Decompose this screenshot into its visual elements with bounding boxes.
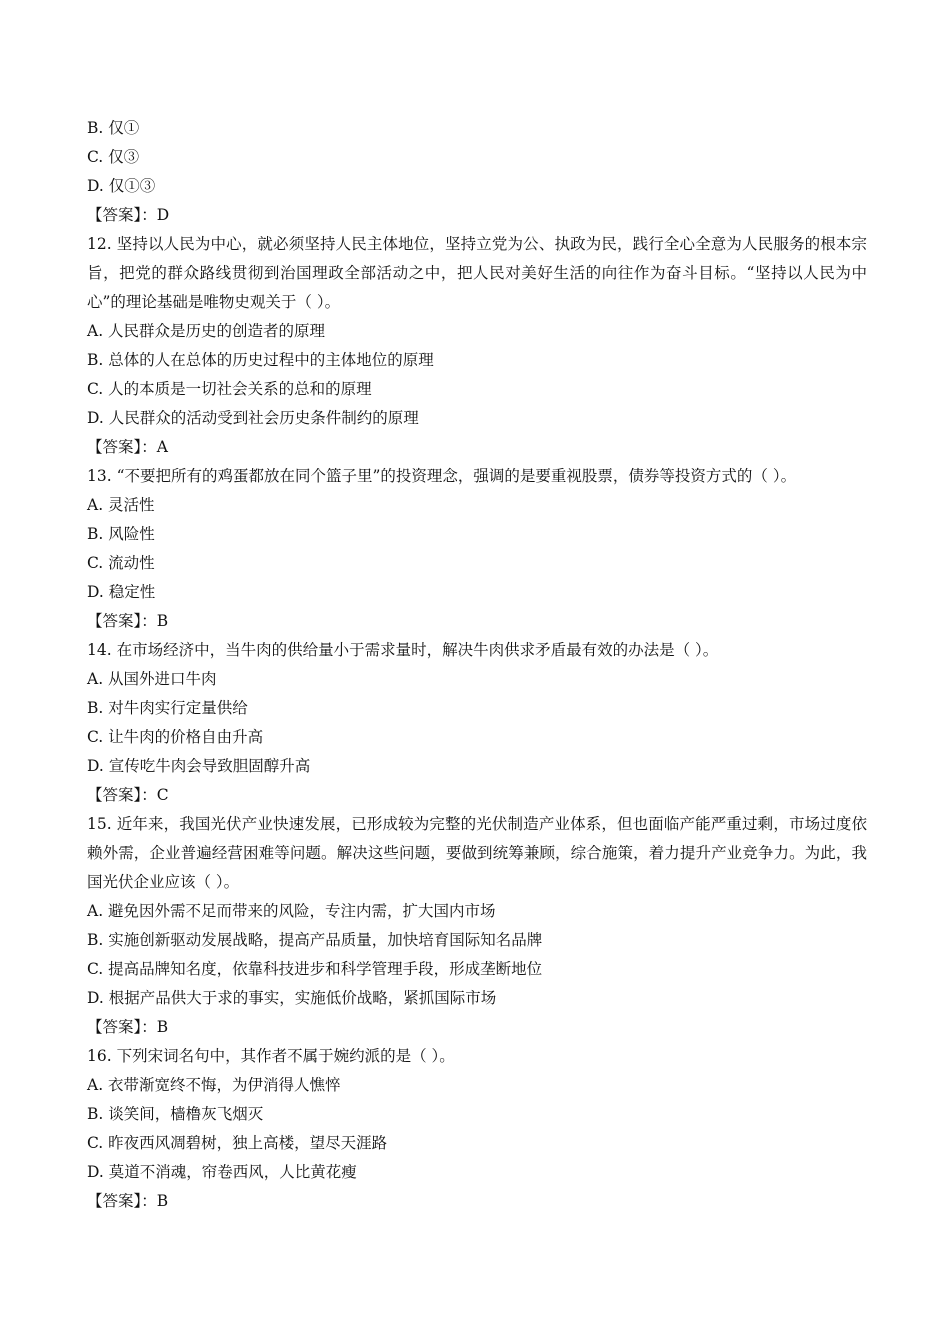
question-15-stem: 15. 近年来，我国光伏产业快速发展，已形成较为完整的光伏制造产业体系，但也面临产能严重过剩，市场过度依赖外需，企业普遍经营困难等问题。解决这些问题，要做到统筹兼顾，综合施策，着力提升产业竞争力。为此，我国光伏企业应该（ ）。 — [87, 815, 867, 891]
option-c: C. 仅③ — [87, 148, 140, 166]
option-d: D. 人民群众的活动受到社会历史条件制约的原理 — [87, 409, 419, 427]
answer-line: 【答案】：D — [87, 206, 170, 224]
option-b: B. 风险性 — [87, 525, 155, 543]
question-12-stem: 12. 坚持以人民为中心，就必须坚持人民主体地位，坚持立党为公、执政为民，践行全心全意为人民服务的根本宗旨，把党的群众路线贯彻到治国理政全部活动之中，把人民对美好生活的向往作为奋斗目标。“坚持以人民为中心”的理论基础是唯物史观关于（ ）。 — [87, 235, 867, 311]
option-a: A. 衣带渐宽终不悔，为伊消得人憔悴 — [87, 1076, 341, 1094]
question-14-stem: 14. 在市场经济中，当牛肉的供给量小于需求量时，解决牛肉供求矛盾最有效的办法是（ ）。 — [87, 641, 719, 659]
option-b: B. 实施创新驱动发展战略，提高产品质量，加快培育国际知名品牌 — [87, 931, 543, 949]
option-c: C. 人的本质是一切社会关系的总和的原理 — [87, 380, 372, 398]
question-16-stem: 16. 下列宋词名句中，其作者不属于婉约派的是（ ）。 — [87, 1047, 455, 1065]
option-d: D. 莫道不消魂，帘卷西风，人比黄花瘦 — [87, 1163, 357, 1181]
answer-line: 【答案】：B — [87, 612, 169, 630]
option-b: B. 谈笑间，樯橹灰飞烟灭 — [87, 1105, 264, 1123]
option-a: A. 从国外进口牛肉 — [87, 670, 217, 688]
answer-line: 【答案】：B — [87, 1192, 169, 1210]
option-c: C. 昨夜西风凋碧树，独上高楼，望尽天涯路 — [87, 1134, 388, 1152]
option-c: C. 让牛肉的价格自由升高 — [87, 728, 264, 746]
option-a: A. 灵活性 — [87, 496, 155, 514]
option-d: D. 宣传吃牛肉会导致胆固醇升高 — [87, 757, 311, 775]
option-d: D. 稳定性 — [87, 583, 156, 601]
option-b: B. 总体的人在总体的历史过程中的主体地位的原理 — [87, 351, 434, 369]
option-c: C. 流动性 — [87, 554, 155, 572]
answer-line: 【答案】：A — [87, 438, 168, 456]
option-a: A. 避免因外需不足而带来的风险，专注内需，扩大国内市场 — [87, 902, 496, 920]
option-b: B. 仅① — [87, 119, 140, 137]
answer-line: 【答案】：B — [87, 1018, 169, 1036]
option-c: C. 提高品牌知名度，依靠科技进步和科学管理手段，形成垄断地位 — [87, 960, 543, 978]
answer-line: 【答案】：C — [87, 786, 169, 804]
option-a: A. 人民群众是历史的创造者的原理 — [87, 322, 326, 340]
option-d: D. 根据产品供大于求的事实，实施低价战略，紧抓国际市场 — [87, 989, 497, 1007]
question-13-stem: 13. “不要把所有的鸡蛋都放在同个篮子里”的投资理念，强调的是要重视股票，债券等投资方式的（ ）。 — [87, 467, 797, 485]
document-page — [87, 114, 867, 1216]
option-b: B. 对牛肉实行定量供给 — [87, 699, 248, 717]
option-d: D. 仅①③ — [87, 177, 156, 195]
